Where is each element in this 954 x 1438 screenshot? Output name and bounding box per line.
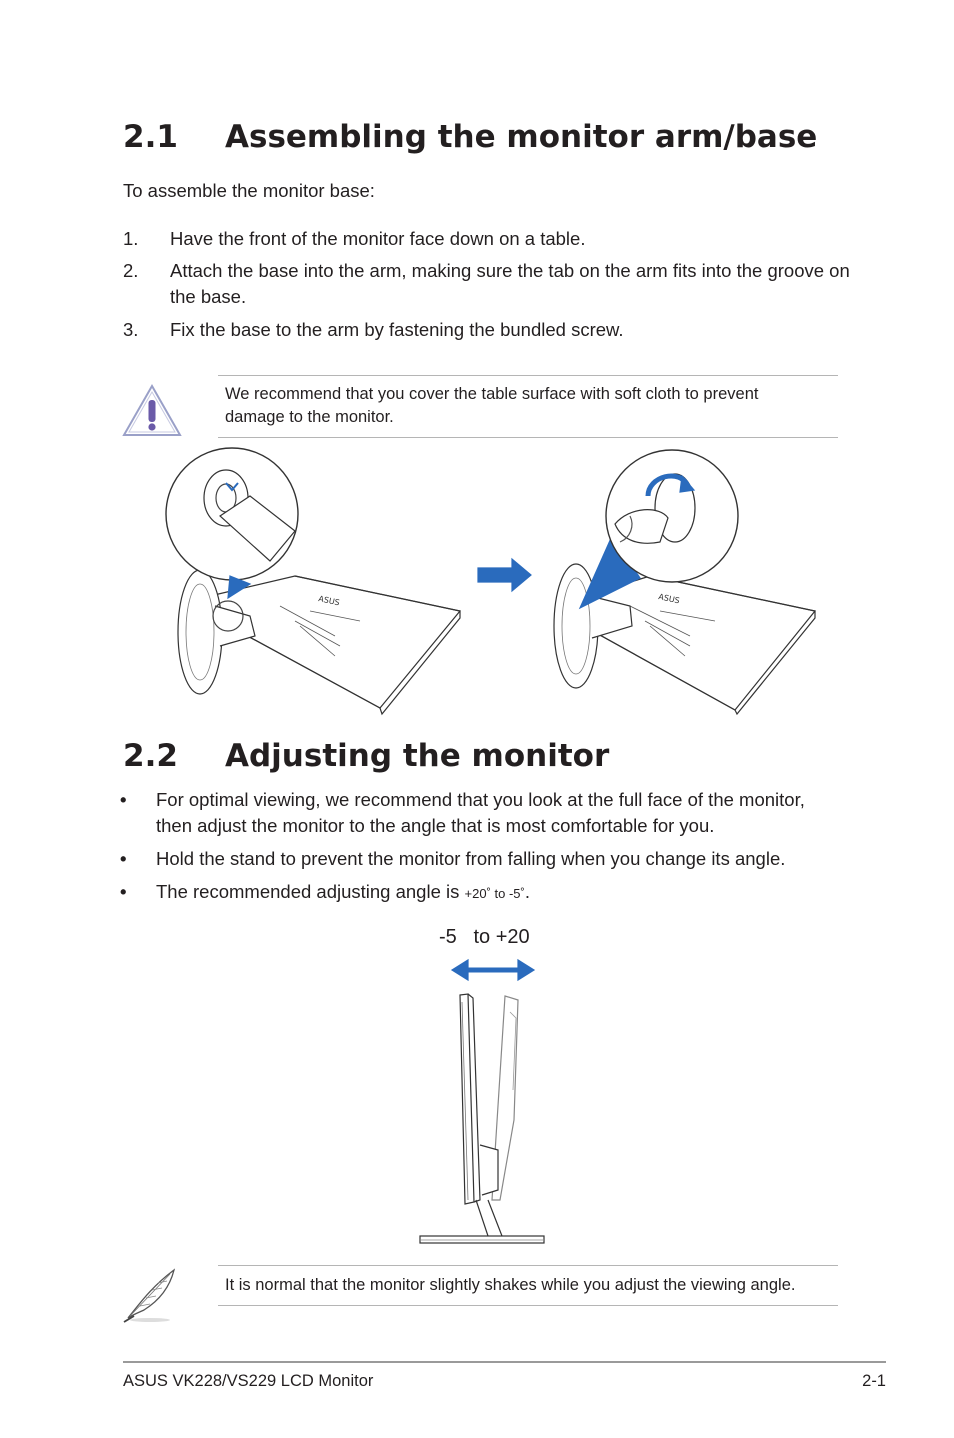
warning-triangle-icon [121,382,183,440]
caution-bottom-rule [218,437,838,438]
footer-title: ASUS VK228/VS229 LCD Monitor [123,1372,374,1390]
asus-logo-right: ASUS [657,592,681,606]
step-text: Fix the base to the arm by fastening the bundled screw. [170,319,624,340]
angle-prefix: The recommended adjusting angle is [156,881,465,902]
monitor-face-down-left [166,448,460,714]
intro-text: To assemble the monitor base: [123,180,375,201]
angle-label: -5 to +20 [439,926,530,948]
next-step-arrow [478,559,531,591]
section-number: 2.2 [123,738,178,774]
bullet-text: For optimal viewing, we recommend that you look at the full face of the monitor, then adjust the monitor to the angle that is most comfortable for you. [156,789,805,836]
bullet-text: Hold the stand to prevent the monitor from falling when you change its angle. [156,848,786,869]
section-title: Assembling the monitor arm/base [225,119,818,155]
bullet-item: • For optimal viewing, we recommend that you look at the full face of the monitor, then adjust the monitor to the angle that is most comfortable for you. [120,787,855,839]
step-text: Attach the base into the arm, making sure the tab on the arm fits into the groove on the base. [170,260,850,307]
step-text: Have the front of the monitor face down on a table. [170,228,586,249]
section-heading-2-1 [123,119,843,159]
note-bottom-rule [218,1305,838,1306]
tilt-illustration [410,950,560,1250]
tilt-range-arrow [452,960,534,980]
step-number: 2. [123,260,139,281]
note-text: It is normal that the monitor slightly shakes while you adjust the viewing angle. [225,1276,796,1294]
note-top-rule [218,1265,838,1266]
monitor-side-profile [420,994,544,1243]
footer-page-number: 2-1 [862,1372,886,1390]
asus-logo-left: ASUS [317,594,341,608]
footer-rule [123,1361,886,1363]
step-number: 3. [123,319,139,340]
angle-value: +20˚ to -5˚ [464,886,525,901]
caution-text: We recommend that you cover the table surface with soft cloth to prevent damage to the monitor. [225,385,759,426]
bullet-text [156,879,836,907]
bullet-item-angle: • The recommended adjusting angle is +20˚ to -5˚. [120,879,855,905]
assembly-illustration [160,446,830,716]
step-2 [123,258,853,310]
section-heading-2-2 [123,738,843,778]
caution-top-rule [218,375,838,376]
section-number: 2.1 [123,119,178,155]
angle-suffix: . [524,881,530,902]
monitor-face-down-right [554,450,815,714]
section-title: Adjusting the monitor [225,738,610,774]
bullet-item: • Hold the stand to prevent the monitor from falling when you change its angle. [120,846,855,872]
feather-quill-icon [120,1266,180,1324]
step-number: 1. [123,228,139,249]
step-3 [123,317,853,343]
step-1 [123,226,853,252]
